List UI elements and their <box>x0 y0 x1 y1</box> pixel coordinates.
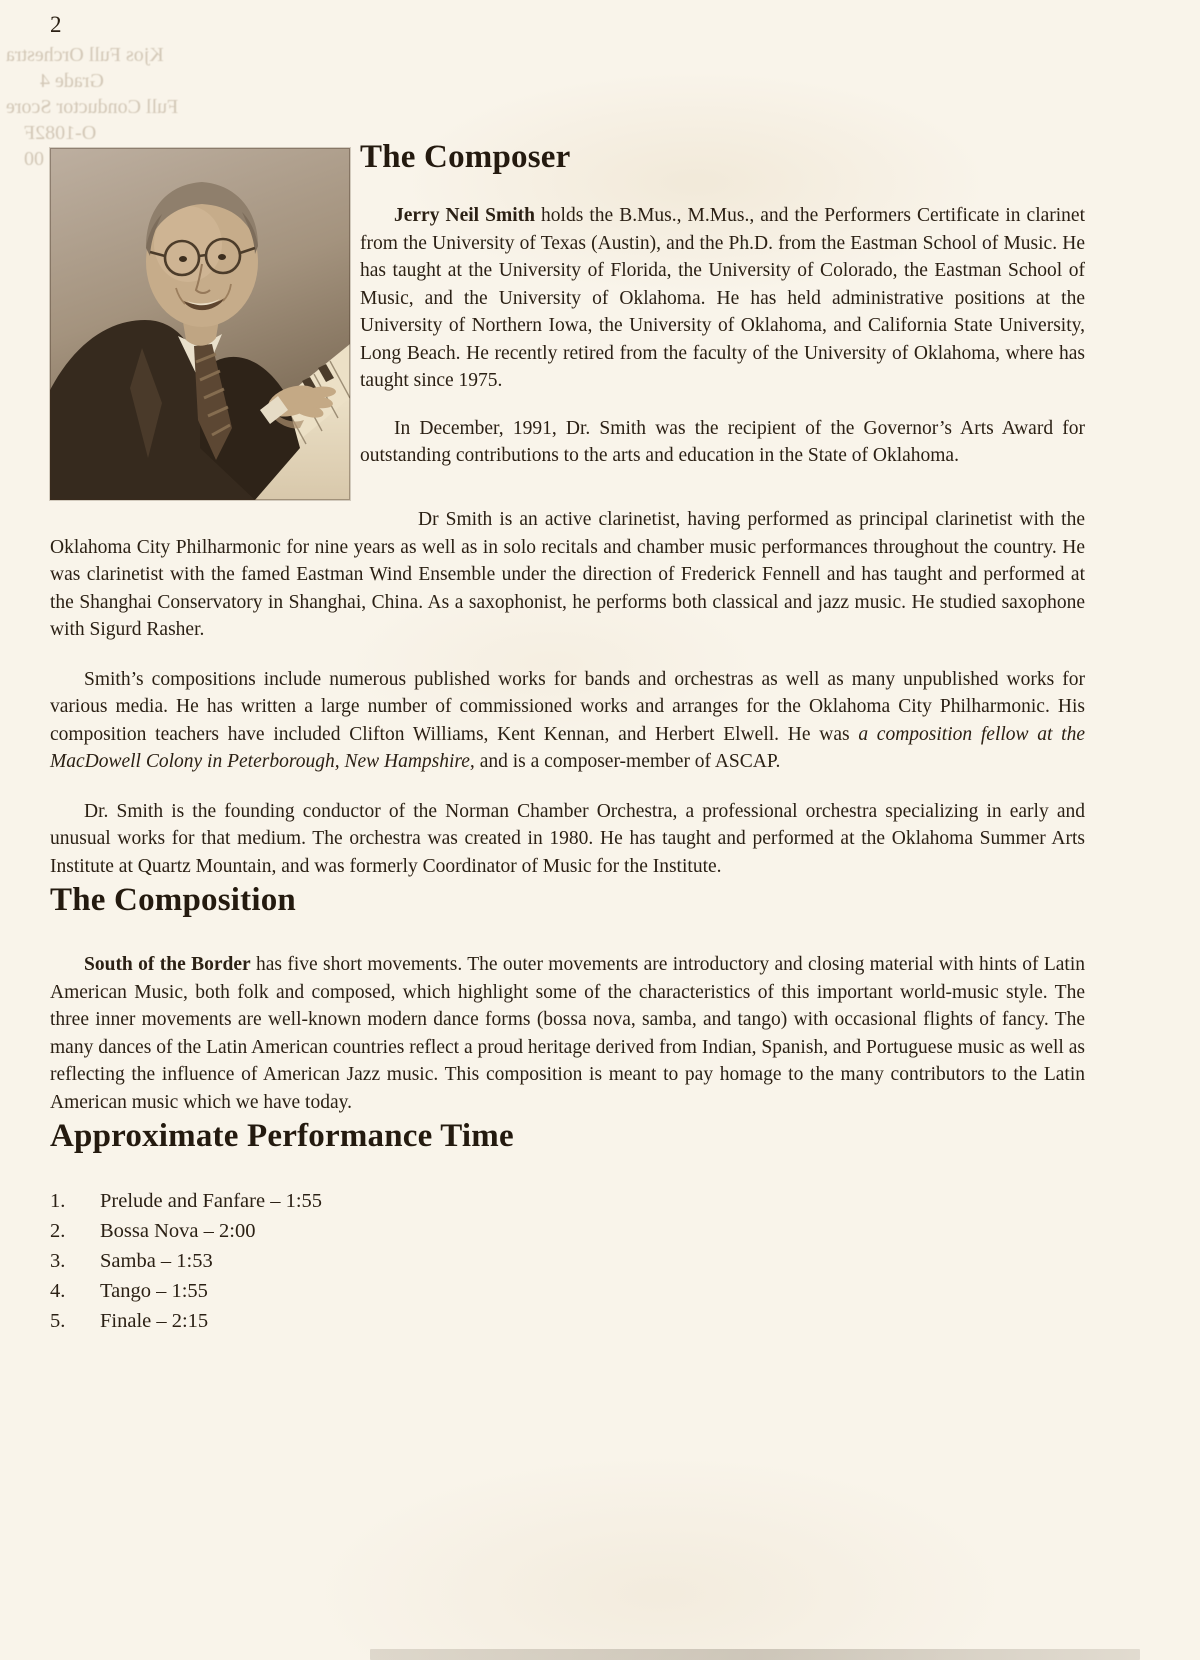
composer-portrait-illustration <box>50 148 350 500</box>
composer-paragraph-4-italic: a composition fellow at the MacDowell Colony in Peterborough, New Hampshire, <box>50 723 1086 772</box>
list-item-number: 2. <box>50 1220 66 1242</box>
composition-title-lead: South of the Border <box>84 954 251 975</box>
list-item-number: 1. <box>50 1190 66 1212</box>
list-item-label: Bossa Nova – 2:00 <box>100 1220 256 1242</box>
bleedthrough-line: Full Conductor Score <box>6 96 179 118</box>
bleedthrough-line: 00 <box>24 148 44 170</box>
heading-the-composition: The Composition <box>50 882 296 918</box>
list-item-movement-4 <box>50 1276 1085 1306</box>
composer-portrait-photo <box>50 148 350 500</box>
composer-paragraph-4 <box>50 666 1085 776</box>
list-item-number: 4. <box>50 1280 66 1302</box>
performance-time-list <box>50 1186 1085 1336</box>
composer-paragraph-3: Dr Smith is an active clarinetist, having performed as principal clarinetist with the Oklahoma City Philharmonic for nine years as well as in solo recitals and chamber music performances throughout the country. He was clarinetist with the famed Eastman Wind Ensemble under the direction of Frederick Fennell and has taught and performed at the Shanghai Conservatory in Shanghai, China. As a saxophonist, he performs both classical and jazz music. He studied saxophone with Sigurd Rasher. <box>50 509 1085 640</box>
list-item-label: Tango – 1:55 <box>100 1280 208 1302</box>
bleedthrough-line: Grade 4 <box>40 70 104 92</box>
list-item-label: Samba – 1:53 <box>100 1250 213 1272</box>
list-item-number: 3. <box>50 1250 66 1272</box>
composer-paragraph-4-text-a: Smith’s compositions include numerous published works for bands and orchestras as well as many unpublished works for various media. He has written a large number of commissioned works and arranges for the Oklahoma City Philharmonic. His composition teachers have included Clifton Williams, Kent Kennan, and Herbert Elwell. He was <box>50 668 1085 745</box>
list-item-label: Finale – 2:15 <box>100 1310 209 1332</box>
composer-name-lead: Jerry Neil Smith <box>394 205 535 226</box>
page-number: 2 <box>50 12 62 37</box>
list-item-number: 5. <box>50 1310 66 1332</box>
composer-paragraph-4-text-b: and is a composer-member of ASCAP. <box>474 751 781 772</box>
heading-approximate-performance-time: Approximate Performance Time <box>50 1118 514 1154</box>
composer-paragraph-5: Dr. Smith is the founding conductor of the Norman Chamber Orchestra, a professional orchestra specializing in early and unusual works for that medium. The orchestra was created in 1980. He has taught and performed at the Oklahoma Summer Arts Institute at Quartz Mountain, and was formerly Coordinator of Music for the Institute. <box>50 800 1085 877</box>
composition-paragraph <box>50 951 1085 1116</box>
list-item-movement-2 <box>50 1216 1085 1246</box>
list-item-movement-5 <box>50 1306 1085 1336</box>
bleedthrough-line: Kjos Full Orchestra <box>6 44 164 66</box>
composition-paragraph-text: has five short movements. The outer movements are introductory and closing material with hints of Latin American Music, both folk and composed, which highlight some of the characteristics of this important world-music style. The three inner movements are well-known modern dance forms (bossa nova, samba, and tango) with occasional flights of fancy. The many dances of the Latin American countries reflect a proud heritage derived from Indian, Spanish, and Portuguese music as well as reflecting the influence of American Jazz music. This composition is meant to pay homage to the many contributors to the Latin American music which we have today. <box>50 954 1085 1113</box>
list-item-movement-3 <box>50 1246 1085 1276</box>
bleedthrough-line: O-1082F <box>24 122 97 144</box>
composer-paragraph-1-text: holds the B.Mus., M.Mus., and the Performers Certificate in clarinet from the University of Texas (Austin), and the Ph.D. from the Eastman School of Music. He has taught at the University of Florida, the University of Colorado, the Eastman School of Music, and the University of Oklahoma. He has held administrative positions at the University of Northern Iowa, the University of Oklahoma, and California State University, Long Beach. He recently retired from the faculty of the University of Oklahoma, where has taught since 1975. <box>360 205 1085 391</box>
list-item-label: Prelude and Fanfare – 1:55 <box>100 1190 323 1212</box>
composer-paragraph-2: In December, 1991, Dr. Smith was the recipient of the Governor’s Arts Award for outstanding contributions to the arts and education in the State of Oklahoma. <box>360 417 1085 466</box>
heading-the-composer: The Composer <box>360 139 571 175</box>
list-item-movement-1 <box>50 1186 1085 1216</box>
scan-edge-artifact <box>370 1649 1140 1660</box>
